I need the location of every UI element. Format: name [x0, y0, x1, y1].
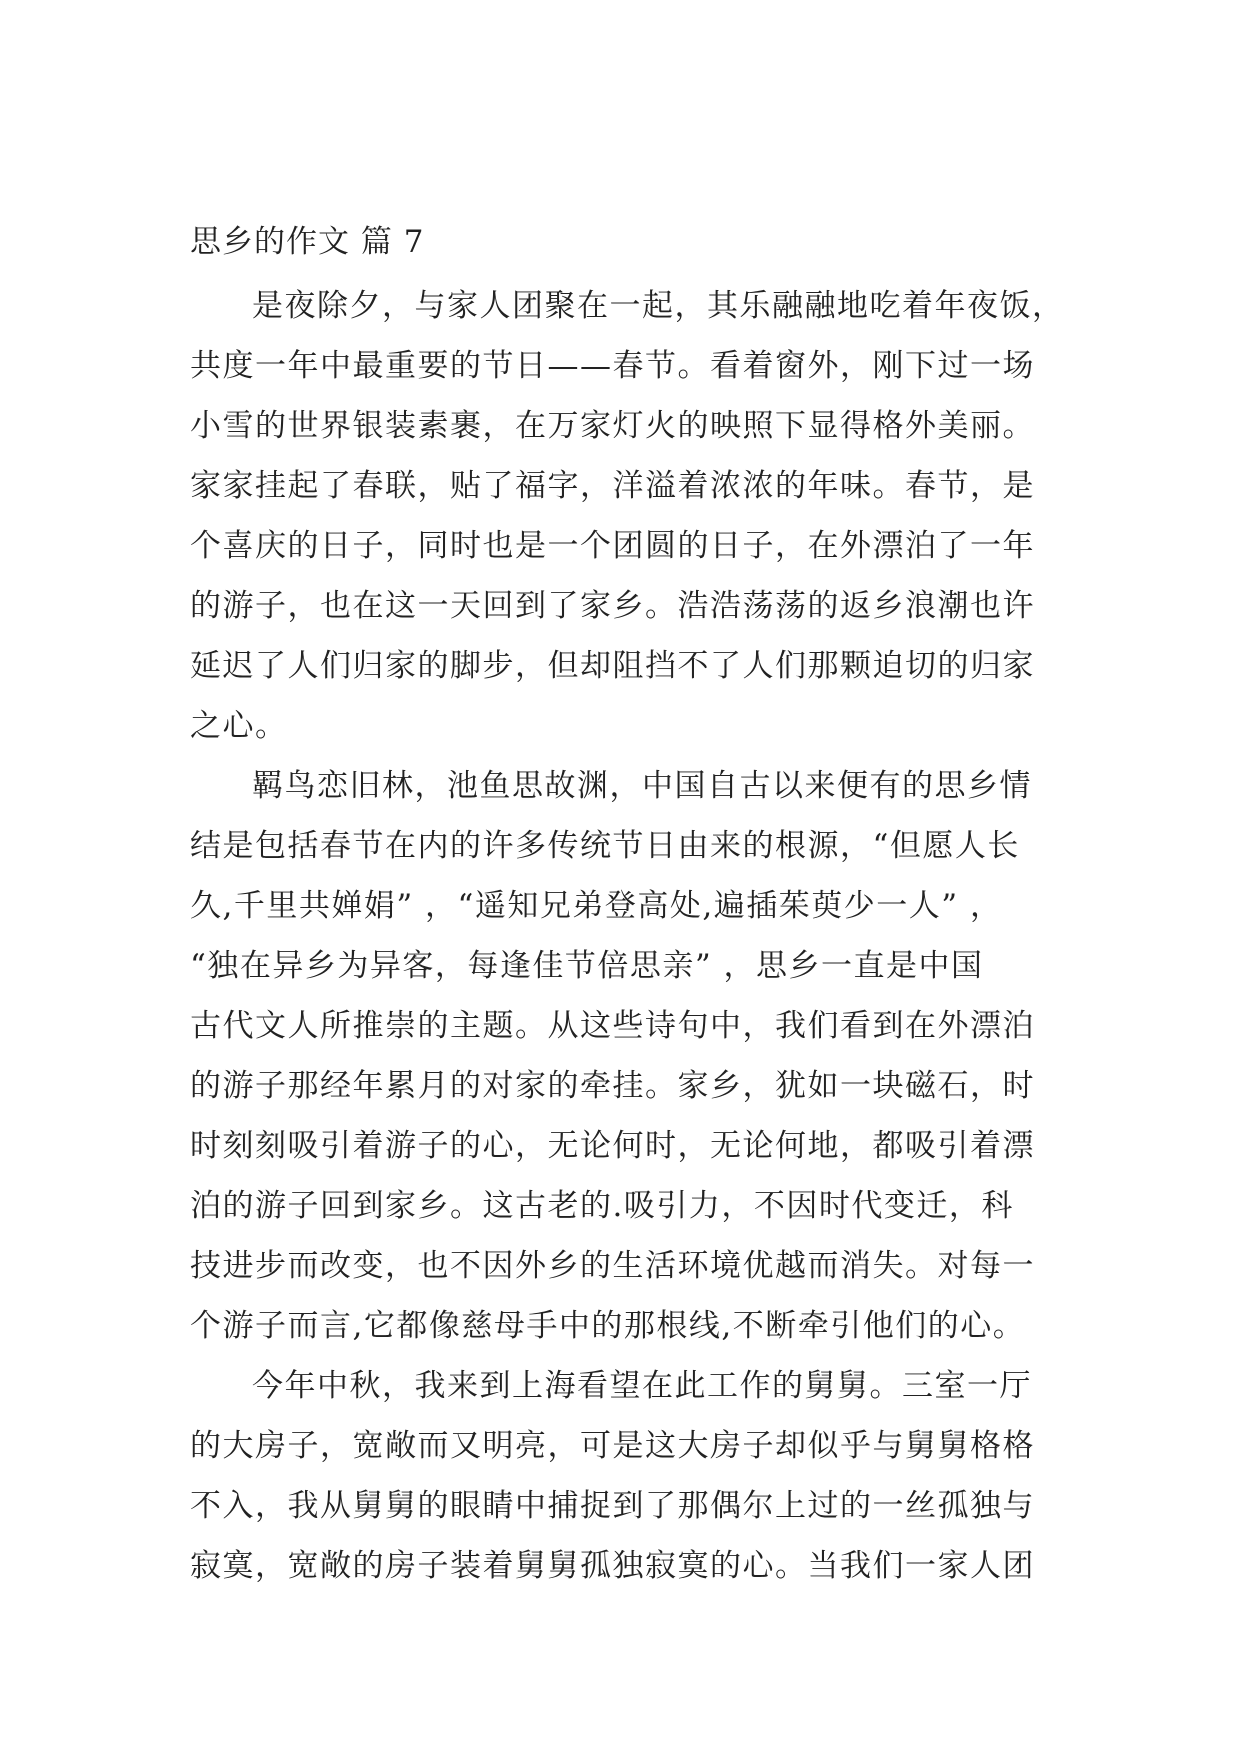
- paragraph-2-line-6: 的游子那经年累月的对家的牵挂。家乡，犹如一块磁石，时: [190, 1068, 1035, 1104]
- paragraph-2-line-8: 泊的游子回到家乡。这古老的.吸引力，不因时代变迁，科: [190, 1188, 1014, 1224]
- essay-title: 思乡的作文 篇 7: [190, 224, 425, 260]
- paragraph-1-line-2: 共度一年中最重要的节日——春节。看着窗外，刚下过一场: [190, 348, 1035, 384]
- paragraph-1-line-3: 小雪的世界银装素裹，在万家灯火的映照下显得格外美丽。: [190, 408, 1035, 444]
- paragraph-2-line-7: 时刻刻吸引着游子的心，无论何时，无论何地，都吸引着漂: [190, 1128, 1035, 1164]
- paragraph-3-line-3: 不入，我从舅舅的眼睛中捕捉到了那偶尔上过的一丝孤独与: [190, 1488, 1035, 1524]
- paragraph-2-line-9: 技进步而改变，也不因外乡的生活环境优越而消失。对每一: [190, 1248, 1035, 1284]
- paragraph-2-line-5: 古代文人所推崇的主题。从这些诗句中，我们看到在外漂泊: [190, 1008, 1035, 1044]
- paragraph-2-line-4: “独在异乡为异客，每逢佳节倍思亲” ，思乡一直是中国: [190, 948, 984, 984]
- paragraph-3-line-2: 的大房子，宽敞而又明亮，可是这大房子却似乎与舅舅格格: [190, 1428, 1035, 1464]
- paragraph-2-line-3: 久,千里共婵娟” ，“遥知兄弟登高处,遍插茱萸少一人” ，: [190, 888, 1003, 924]
- paragraph-1-line-8: 之心。: [190, 708, 288, 744]
- paragraph-3-line-4: 寂寞，宽敞的房子装着舅舅孤独寂寞的心。当我们一家人团: [190, 1548, 1035, 1584]
- paragraph-2-line-1: 羁鸟恋旧林，池鱼思故渊，中国自古以来便有的思乡情: [252, 768, 1032, 804]
- paragraph-1-line-6: 的游子，也在这一天回到了家乡。浩浩荡荡的返乡浪潮也许: [190, 588, 1035, 624]
- paragraph-1-line-4: 家家挂起了春联，贴了福字，洋溢着浓浓的年味。春节，是: [190, 468, 1035, 504]
- paragraph-1-line-1: 是夜除夕，与家人团聚在一起，其乐融融地吃着年夜饭，: [252, 288, 1065, 324]
- paragraph-2-line-10: 个游子而言,它都像慈母手中的那根线,不断牵引他们的心。: [190, 1308, 1026, 1344]
- paragraph-1-line-7: 延迟了人们归家的脚步，但却阻挡不了人们那颗迫切的归家: [190, 648, 1035, 684]
- paragraph-2-line-2: 结是包括春节在内的许多传统节日由来的根源，“但愿人长: [190, 828, 1020, 864]
- paragraph-3-line-1: 今年中秋，我来到上海看望在此工作的舅舅。三室一厅: [252, 1368, 1032, 1404]
- paragraph-1-line-5: 个喜庆的日子，同时也是一个团圆的日子，在外漂泊了一年: [190, 528, 1035, 564]
